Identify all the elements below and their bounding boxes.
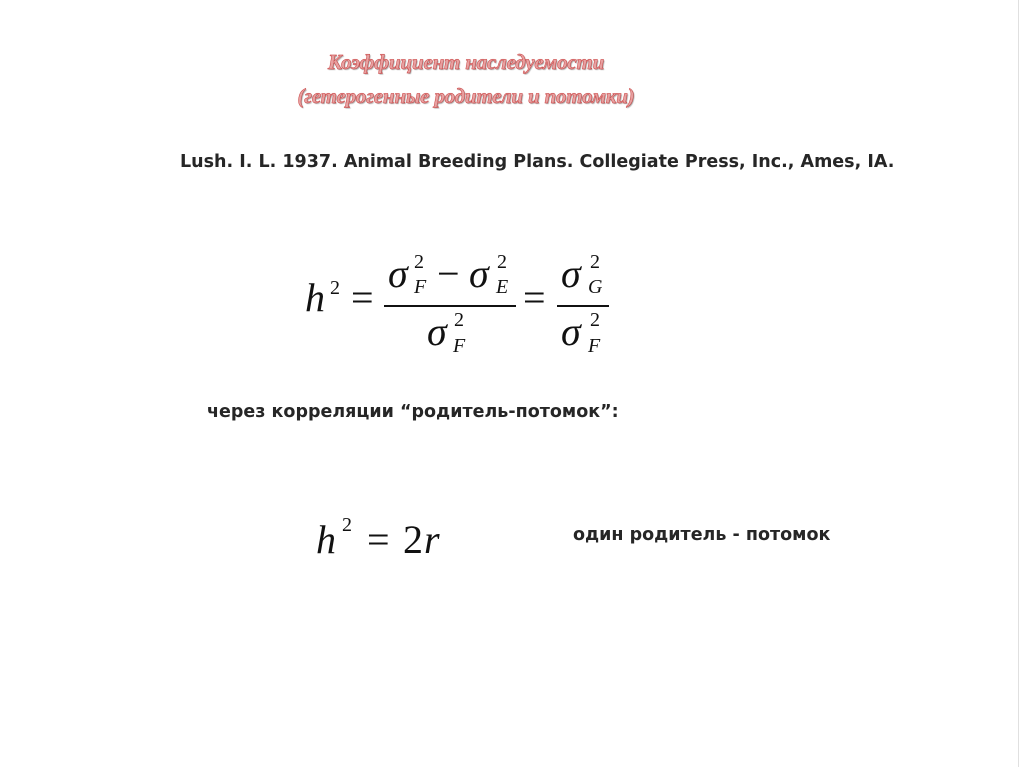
formula1-den-sigma: σ xyxy=(427,309,447,354)
formula1-eq2: = xyxy=(523,275,546,320)
formula1-num-sup1: 2 xyxy=(414,251,424,273)
formula1-num-sub2: E xyxy=(496,276,509,298)
formula2-rhs-coef: 2 xyxy=(403,517,423,562)
formula1-num3-sub: G xyxy=(588,276,603,298)
formula1-lhs-sup: 2 xyxy=(330,277,340,299)
formula1-den3-sigma: σ xyxy=(561,309,581,354)
formula2-lhs: h xyxy=(316,517,336,562)
slide-border-right xyxy=(1018,0,1019,767)
formula2-eq: = xyxy=(367,517,390,562)
formula1-lhs: h xyxy=(305,275,325,320)
slide-title-line1: Коэффициент наследуемости xyxy=(327,50,605,74)
case-label: один родитель - потомок xyxy=(573,525,831,545)
formula1-num-sup2: 2 xyxy=(497,251,507,273)
formula1-num-sigma2: σ xyxy=(469,251,489,296)
correlation-text: через корреляции “родитель-потомок”: xyxy=(207,402,619,422)
formula1-fraction-bar1 xyxy=(384,305,516,307)
formula1-den-sub: F xyxy=(453,335,466,357)
formula1-num3-sigma: σ xyxy=(561,251,581,296)
formula1-eq: = xyxy=(351,275,374,320)
formula1-fraction-bar2 xyxy=(557,305,609,307)
formula1-den-sup: 2 xyxy=(454,309,464,331)
reference-citation: Lush. I. L. 1937. Animal Breeding Plans. Collegiate Press, Inc., Ames, IA. xyxy=(180,152,895,172)
formula1-den3-sub: F xyxy=(588,335,601,357)
formula1-num-sigma1: σ xyxy=(388,251,408,296)
formula1-den3-sup: 2 xyxy=(590,309,600,331)
formula2-lhs-sup: 2 xyxy=(342,514,352,536)
formula1-num3-sup: 2 xyxy=(590,251,600,273)
formula1-minus: − xyxy=(437,251,460,296)
formula1-num-sub1: F xyxy=(414,276,427,298)
slide-title-line2: (гетерогенные родители и потомки) xyxy=(297,84,635,108)
formula2-rhs-var: r xyxy=(424,517,440,562)
